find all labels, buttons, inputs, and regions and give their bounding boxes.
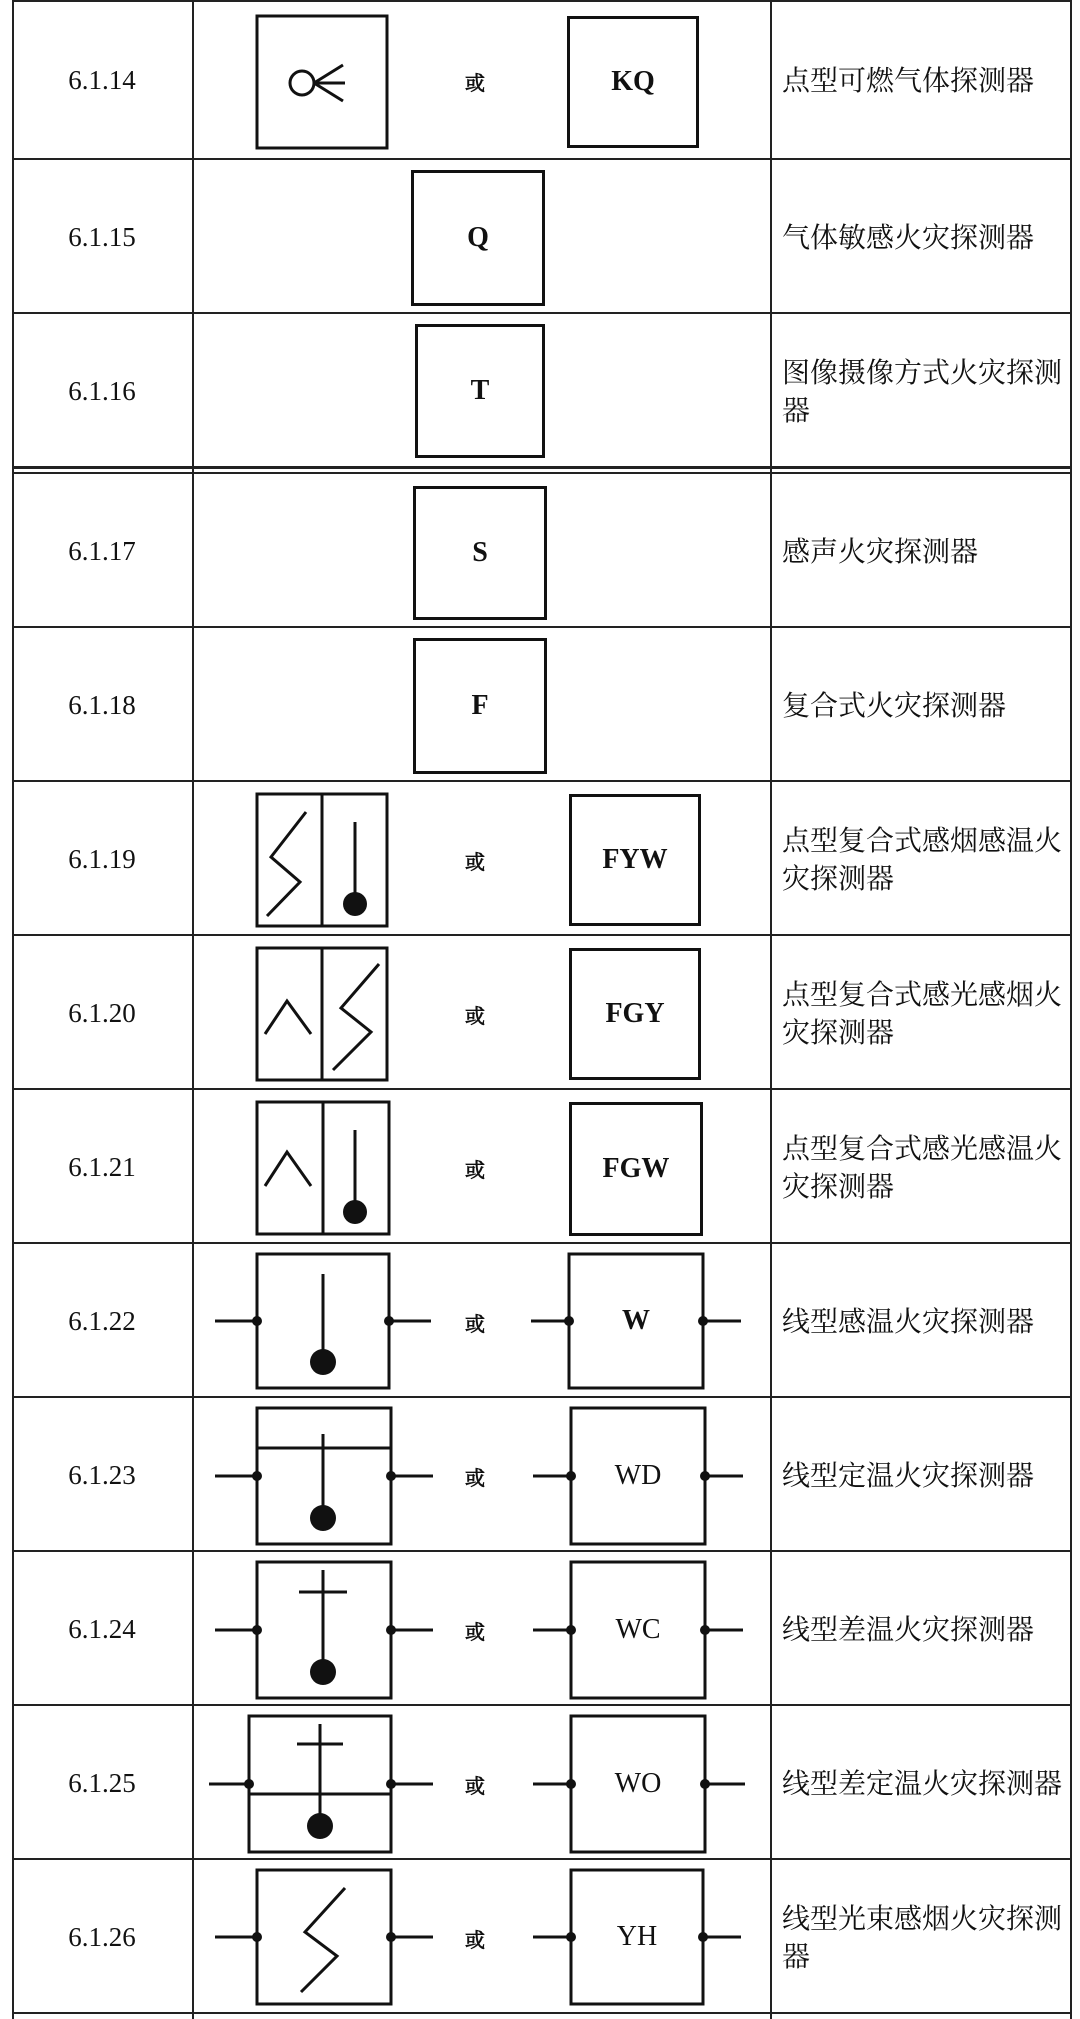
item-number: 6.1.19 [68, 844, 136, 874]
description: 线型差定温火灾探测器 [782, 1766, 1063, 1800]
code-box: WD [614, 1460, 662, 1491]
code-box: T [415, 324, 545, 458]
table-row [0, 936, 1080, 1091]
symbol-cell [195, 628, 773, 783]
item-number: 6.1.15 [68, 222, 136, 252]
table-row [0, 1706, 1080, 1861]
or-label: 或 [465, 1928, 485, 1952]
code-box: YH [616, 1921, 658, 1952]
code-box: FGY [569, 948, 701, 1080]
item-number: 6.1.26 [68, 1922, 136, 1952]
code-box: WC [615, 1614, 661, 1645]
description: 感声火灾探测器 [782, 534, 979, 568]
table-row [0, 3, 1080, 158]
code-box: W [622, 1305, 650, 1336]
description: 复合式火灾探测器 [782, 688, 1007, 722]
item-number: 6.1.21 [68, 1152, 136, 1182]
symbol-cell [195, 1706, 773, 1861]
symbol-cell [195, 3, 773, 158]
symbol-cell [195, 474, 773, 629]
or-label: 或 [465, 1158, 485, 1182]
or-label: 或 [465, 1312, 485, 1336]
description: 线型感温火灾探测器 [782, 1304, 1035, 1338]
code-box: WO [614, 1768, 662, 1799]
code-box: Q [411, 170, 545, 306]
item-number: 6.1.24 [68, 1614, 136, 1644]
description: 气体敏感火灾探测器 [782, 220, 1035, 254]
item-number: 6.1.25 [68, 1768, 136, 1798]
table-row [0, 314, 1080, 469]
row-divider [12, 0, 1072, 2]
or-label: 或 [465, 1004, 485, 1028]
table-row [0, 1552, 1080, 1707]
description: 点型可燃气体探测器 [782, 63, 1035, 97]
item-number: 6.1.18 [68, 690, 136, 720]
description: 图像摄像方式火灾探测器 [782, 355, 1063, 427]
symbol-cell [195, 1860, 773, 2015]
item-number: 6.1.20 [68, 998, 136, 1028]
code-box: S [413, 486, 547, 620]
table-row [0, 1860, 1080, 2015]
or-label: 或 [465, 1620, 485, 1644]
code-box: F [413, 638, 547, 774]
table-row [0, 1244, 1080, 1399]
table-row [0, 474, 1080, 629]
or-label: 或 [465, 1466, 485, 1490]
symbol-cell [195, 1552, 773, 1707]
item-number: 6.1.17 [68, 536, 136, 566]
description: 点型复合式感烟感温火灾探测器 [782, 823, 1063, 895]
item-number: 6.1.14 [68, 65, 136, 95]
description: 点型复合式感光感烟火灾探测器 [782, 977, 1063, 1049]
table-row [0, 782, 1080, 937]
table-row [0, 1090, 1080, 1245]
symbol-cell [195, 314, 773, 469]
or-label: 或 [465, 71, 485, 95]
item-number: 6.1.22 [68, 1306, 136, 1336]
item-number: 6.1.23 [68, 1460, 136, 1490]
description: 线型定温火灾探测器 [782, 1458, 1035, 1492]
table-row [0, 160, 1080, 315]
symbol-cell [195, 1244, 773, 1399]
code-box: KQ [567, 16, 699, 148]
code-box: FYW [569, 794, 701, 926]
symbol-cell [195, 160, 773, 315]
description: 线型光束感烟火灾探测器 [782, 1901, 1063, 1973]
symbol-cell [195, 1398, 773, 1553]
description: 线型差温火灾探测器 [782, 1612, 1035, 1646]
symbol-cell [195, 1090, 773, 1245]
item-number: 6.1.16 [68, 376, 136, 406]
or-label: 或 [465, 850, 485, 874]
symbol-cell [195, 782, 773, 937]
table-row [0, 1398, 1080, 1553]
description: 点型复合式感光感温火灾探测器 [782, 1131, 1063, 1203]
symbol-cell [195, 936, 773, 1091]
table-row [0, 628, 1080, 783]
code-box: FGW [569, 1102, 703, 1236]
or-label: 或 [465, 1774, 485, 1798]
